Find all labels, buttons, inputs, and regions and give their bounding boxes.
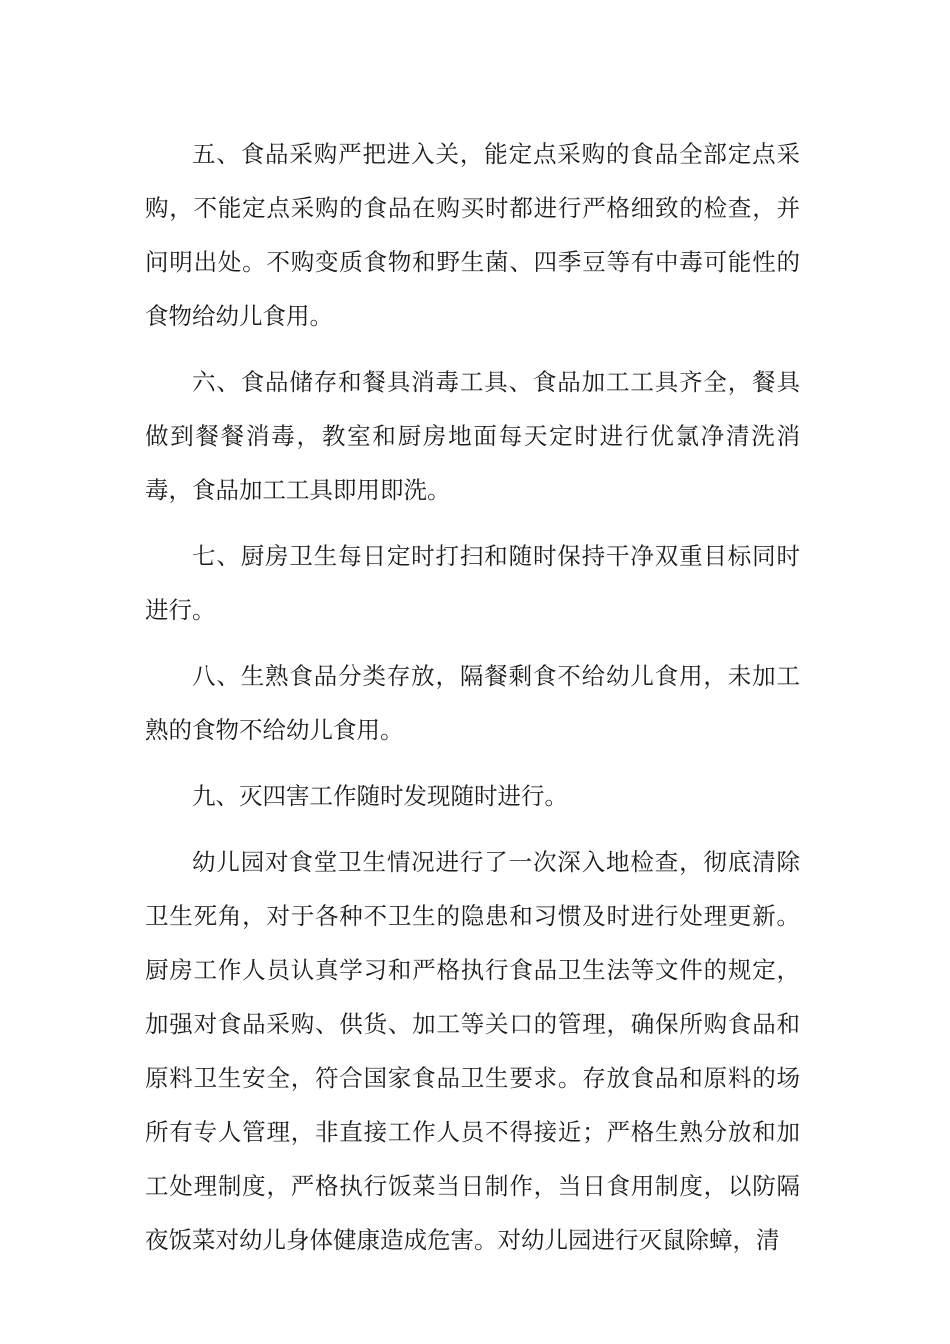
paragraph-food-procurement: 五、食品采购严把进入关，能定点采购的食品全部定点采购，不能定点采购的食品在购买时都进行严格细致的检查，并问明出处。不购变质食物和野生菌、四季豆等有中毒可能性的食物给幼儿食用。 [145, 140, 800, 330]
paragraph-pest-control: 九、灭四害工作随时发现随时进行。 [192, 782, 568, 810]
paragraph-kitchen-cleaning: 七、厨房卫生每日定时打扫和随时保持干净双重目标同时进行。 [145, 542, 800, 624]
paragraph-storage-disinfection: 六、食品储存和餐具消毒工具、食品加工工具齐全，餐具做到餐餐消毒，教室和厨房地面每天定时进行优氯净清洗消毒，食品加工工具即用即洗。 [145, 368, 800, 504]
paragraph-canteen-inspection: 幼儿园对食堂卫生情况进行了一次深入地检查，彻底清除卫生死角，对于各种不卫生的隐患和习惯及时进行处理更新。厨房工作人员认真学习和严格执行食品卫生法等文件的规定，加强对食品采购、供货、加工等关口的管理，确保所购食品和原料卫生安全，符合国家食品卫生要求。存放食品和原料的场所有专人管理，非直接工作人员不得接近；严格生熟分放和加工处理制度，严格执行饭菜当日制作，当日食用制度，以防隔夜饭菜对幼儿身体健康造成危害。对幼儿园进行灭鼠除蟑，清 [145, 848, 800, 1254]
paragraph-raw-cooked-separation: 八、生熟食品分类存放，隔餐剩食不给幼儿食用，未加工熟的食物不给幼儿食用。 [145, 662, 800, 744]
document-body [145, 127, 800, 1267]
